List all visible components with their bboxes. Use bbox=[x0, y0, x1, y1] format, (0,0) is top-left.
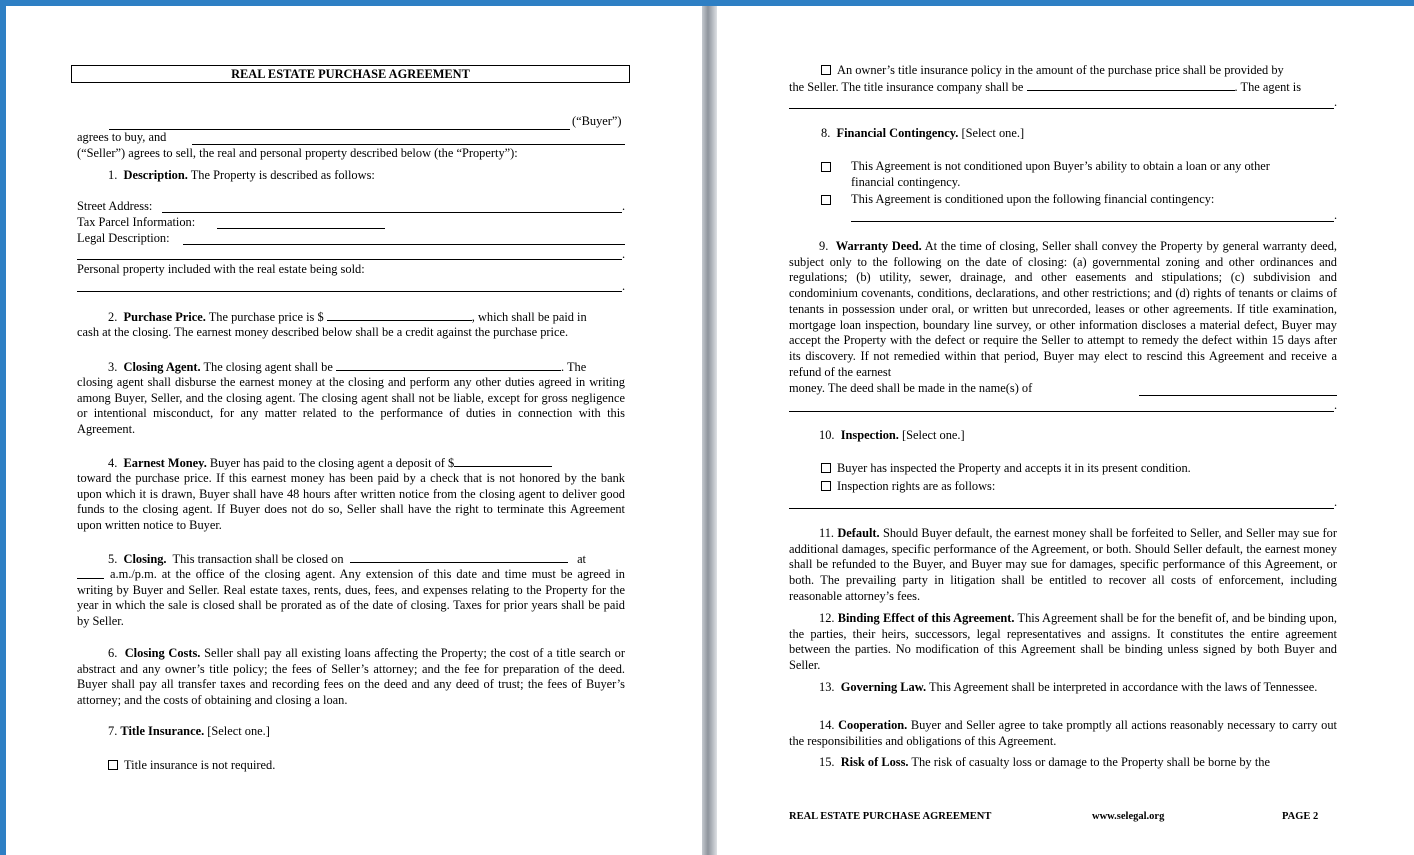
inspection-rights-blank bbox=[789, 508, 1334, 509]
buyer-blank bbox=[109, 129, 570, 130]
title-company-line: the Seller. The title insurance company shall be . The agent is bbox=[789, 80, 1302, 94]
seller-line: (“Seller”) agrees to sell, the real and personal property described below (the “Property”): bbox=[77, 146, 518, 160]
parcel-label: Tax Parcel Information: bbox=[77, 215, 196, 229]
footer-website: www.selegal.org bbox=[1092, 811, 1165, 822]
inspection-option-2[interactable]: Inspection rights are as follows: bbox=[821, 479, 995, 495]
section-3-body: closing agent shall disburse the earnest money at the closing and perform any other duties agreed in writing among Buyer, Seller, and the closing agent. The closing agent shall not be liable, except for gross negligence or intentional misconduct, for any matter related to the performance of duties in connection with this Agreement. bbox=[77, 375, 625, 437]
section-4-heading: Earnest Money. bbox=[123, 456, 207, 470]
checkbox-financial-contingency[interactable] bbox=[821, 195, 831, 205]
section-4-line1: 4. Earnest Money. Buyer has paid to the closing agent a deposit of $ bbox=[108, 455, 552, 472]
section-3-line1: 3. Closing Agent. The closing agent shall be . The bbox=[108, 360, 587, 374]
seller-blank bbox=[192, 144, 625, 145]
page-1: REAL ESTATE PURCHASE AGREEMENT (“Buyer”) agrees to buy, and (“Seller”) agrees to sell, the real and personal property described below (the “Property”): 1. Description. The Property is described as follows: Street Address: . Tax Parcel Information: Legal Description: . Personal property included with the real estate being sold: . 2. Purchase Price. The purchase price is $ , which shall be paid in cash at the closing. The earnest money described below shall be a credit against the purchase price. 3. Closing Agent. The closing agent shall be . The closing agent shall disburse the earnest money at the closing and perform any other duties agreed in writing among Buyer, Seller, and the closing agent. The closing agent shall not be liable, except for gross negligence or intentional misconduct, for any matter related to the performance of duties in connection with this Agreement. 4. Earnest Money. Buyer has paid to the closing agent a deposit of $ toward the purchase price. If this earnest money has been paid by a check that is not honored by the bank upon which it is drawn, Buyer shall have 48 hours after written notice from the closing agent to deliver good funds to the closing agent. If Buyer does not do so, Seller shall have the right to terminate this Agreement upon written notice to Buyer. 5. Closing. This transaction shall be closed on at a.m./p.m. at the office of the closing agent. Any extension of this date and time must be agreed in writing by Buyer and Seller. Real estate taxes, rents, dues, fees, and expenses relating to the Property for the year in which the sale is closed shall be prorated as of the date of closing. Taxes for prior years shall be paid by Seller. 6. Closing Costs. Seller shall pay all existing loans affecting the Property; the cost of a title search or abstract and any owner’s title policy; the fees of Seller’s attorney; and the fee for preparation of the deed. Buyer shall pay all transfer taxes and recording fees on the deed and any deed of trust; the fees of Buyer’s attorney; and the costs of obtaining and closing a loan. 7. Title Insurance. [Select one.] Title insurance is not required. bbox=[6, 6, 702, 855]
purchase-price-blank bbox=[327, 309, 472, 321]
document-title: REAL ESTATE PURCHASE AGREEMENT bbox=[71, 65, 630, 83]
personal-property-blank bbox=[77, 291, 622, 292]
title-agent-blank bbox=[789, 108, 1334, 109]
checkbox-inspection-rights[interactable] bbox=[821, 481, 831, 491]
footer-title: REAL ESTATE PURCHASE AGREEMENT bbox=[789, 811, 992, 822]
section-9: 9. Warranty Deed. At the time of closing, Seller shall convey the Property by general warranty deed, subject only to the following on the date of closing: (a) governmental zoning and other ordinances and regulations; (b) utility, sewer, drainage, and other easements and stipulations; (c) subdivision and condominium covenants, conditions, declarations, and other restrictions; and (d) rights of tenants or claims of tenants in possession under oral, or written but unrecorded, leases or other agreements. If title examination, mortgage loan inspection, boundary line survey, or other information discloses a material defect, Buyer may accept the Property with the defect or require the Seller to attempt to remedy the defect within 15 days after its discovery. If not remedied within that period, Buyer may elect to rescind this Agreement and receive a refund of the earnest bbox=[789, 239, 1338, 379]
page-2: An owner’s title insurance policy in the amount of the purchase price shall be provided by the Seller. The title insurance company shall be . The agent is . 8. Financial Contingency. [Select one.] This Agreement is not conditioned upon Buyer’s ability to obtain a loan or any other financial contingency. This Agreement is conditioned upon the following financial contingency: . 9. Warranty Deed. At the time of closing, Seller shall convey the Property by general warranty deed, subject only to the following on the date of closing: (a) governmental zoning and other ordinances and regulations; (b) utility, sewer, drainage, and other easements and stipulations; (c) subdivision and condominium covenants, conditions, declarations, and other restrictions; and (d) rights of tenants or claims of tenants in possession under oral, or written but unrecorded, leases or other agreements. If title examination, mortgage loan inspection, boundary line survey, or other information discloses a material defect, Buyer may accept the Property with the defect or require the Seller to attempt to remedy the defect within 15 days after its discovery. If not remedied within that period, Buyer may elect to rescind this Agreement and receive a refund of the earnest money. The deed shall be made in the name(s) of . 10. Inspection. [Select one.] Buyer has inspected the Property and accepts it in its present condition. Inspection rights are as follows: . 11. Default. Should Buyer default, the earnest money shall be forfeited to Seller, and Seller may sue for additional damages, specific performance of the Agreement, or both. Should Seller default, the earnest money shall be refunded to the Buyer, and Buyer may sue for damages, specific performance of this Agreement, or both. The prevailing party in litigation shall be entitled to recover all costs of enforcement, including reasonable attorney’s fees. 12. Binding Effect of this Agreement. This Agreement shall be for the benefit of, and be binding upon, the parties, their heirs, successors, legal representatives and assigns. It constitutes the entire agreement between the parties. No modification of this Agreement shall be binding unless signed by both Buyer and Seller. 13. Governing Law. This Agreement shall be interpreted in accordance with the laws of Tennessee. 14. Cooperation. Buyer and Seller agree to take promptly all actions reasonably necessary to carry out the responsibilities and obligations of this Agreement. 15. Risk of Loss. The risk of casualty loss or damage to the Property shall be borne by the REAL ESTATE PURCHASE AGREEMENT www.selegal.org PAGE 2 bbox=[717, 6, 1414, 855]
section-2-line2: cash at the closing. The earnest money described below shall be a credit against the purchase price. bbox=[77, 325, 569, 339]
section-15: 15. Risk of Loss. The risk of casualty loss or damage to the Property shall be borne by the bbox=[819, 755, 1270, 769]
section-9-heading: Warranty Deed. bbox=[835, 239, 922, 253]
section-2-line1: 2. Purchase Price. The purchase price is $ , which shall be paid in bbox=[108, 310, 587, 324]
closing-agent-blank bbox=[336, 359, 561, 371]
financial-contingency-blank bbox=[851, 221, 1334, 222]
section-13-heading: Governing Law. bbox=[840, 680, 927, 694]
section-15-heading: Risk of Loss. bbox=[840, 755, 909, 769]
footer-page-number: PAGE 2 bbox=[1282, 811, 1319, 822]
section-6-heading: Closing Costs. bbox=[124, 646, 201, 660]
street-label: Street Address: bbox=[77, 199, 153, 213]
section-11: 11. Default. Should Buyer default, the earnest money shall be forfeited to Seller, and Seller may sue for additional damages, specific performance of the Agreement, or both. Should Seller default, the earnest money shall be refunded to the Buyer, and Buyer may sue for damages, specific performance of this Agreement, or both. The prevailing party in litigation shall be entitled to recover all costs of enforcement, including reasonable attorney’s fees. bbox=[789, 526, 1337, 603]
buyer-label: (“Buyer”) bbox=[572, 114, 622, 128]
checkbox-no-financial-contingency[interactable] bbox=[821, 162, 831, 172]
deed-name-blank-1 bbox=[1139, 395, 1337, 396]
title-insurance-option-1[interactable]: Title insurance is not required. bbox=[108, 758, 275, 774]
section-13: 13. Governing Law. This Agreement shall be interpreted in accordance with the laws of Tennessee. bbox=[819, 680, 1318, 694]
section-6: 6. Closing Costs. Seller shall pay all existing loans affecting the Property; the cost of a title search or abstract and any owner’s title policy; the fees of Seller’s attorney; and the fee for preparation of the deed. Buyer shall pay all transfer taxes and recording fees on the deed and any deed of trust; the fees of Buyer’s attorney; and the costs of obtaining and closing a loan. bbox=[77, 646, 626, 708]
section-3-heading: Closing Agent. bbox=[123, 360, 201, 374]
section-7-heading: Title Insurance. bbox=[120, 724, 205, 738]
page-gutter bbox=[702, 6, 717, 855]
financial-option-1-line1: This Agreement is not conditioned upon Buyer’s ability to obtain a loan or any other bbox=[851, 159, 1270, 173]
financial-option-1-line2: financial contingency. bbox=[851, 175, 961, 189]
checkbox-owner-policy[interactable] bbox=[821, 65, 831, 75]
section-12: 12. Binding Effect of this Agreement. This Agreement shall be for the benefit of, and be binding upon, the parties, their heirs, successors, legal representatives and assigns. It constitutes the entire agreement between the parties. No modification of this Agreement shall be binding unless signed by both Buyer and Seller. bbox=[789, 611, 1338, 673]
inspection-option-1[interactable]: Buyer has inspected the Property and accepts it in its present condition. bbox=[821, 461, 1191, 477]
section-10-heading: Inspection. bbox=[840, 428, 899, 442]
deed-name-line: money. The deed shall be made in the name(s) of bbox=[789, 381, 1033, 395]
section-12-heading: Binding Effect of this Agreement. bbox=[837, 611, 1015, 625]
section-11-heading: Default. bbox=[837, 526, 880, 540]
legal-label: Legal Description: bbox=[77, 231, 170, 245]
agrees-to-buy-text: agrees to buy, and bbox=[77, 130, 167, 144]
section-1 bbox=[108, 168, 375, 184]
section-1-num: 1. bbox=[108, 168, 118, 182]
legal-blank-2 bbox=[77, 259, 622, 260]
section-8-heading: Financial Contingency. bbox=[836, 126, 959, 140]
section-10: 10. Inspection. [Select one.] bbox=[819, 428, 965, 442]
section-14: 14. Cooperation. Buyer and Seller agree to take promptly all actions reasonably necessary to carry out the responsibilities and obligations of this Agreement. bbox=[789, 718, 1337, 748]
section-1-text: The Property is described as follows: bbox=[190, 168, 375, 182]
deed-name-blank-2 bbox=[789, 411, 1334, 412]
checkbox-inspected[interactable] bbox=[821, 463, 831, 473]
legal-blank-1 bbox=[183, 244, 625, 245]
title-insurance-option-2[interactable]: An owner’s title insurance policy in the amount of the purchase price shall be provided by bbox=[821, 63, 1284, 79]
personal-property-label: Personal property included with the real estate being sold: bbox=[77, 262, 365, 276]
checkbox-not-required[interactable] bbox=[108, 760, 118, 770]
section-8: 8. Financial Contingency. [Select one.] bbox=[821, 126, 1025, 140]
section-1-heading: Description. bbox=[123, 168, 188, 182]
section-7: 7. Title Insurance. [Select one.] bbox=[108, 724, 270, 738]
closing-date-blank bbox=[350, 551, 568, 563]
section-4-body: toward the purchase price. If this earnest money has been paid by a check that is not honored by the bank upon which it is drawn, Buyer shall have 48 hours after written notice from the closing agent to deliver good funds to the closing agent. If Buyer does not do so, Seller shall have the right to terminate this Agreement upon written notice to Buyer. bbox=[77, 471, 625, 533]
financial-option-2: This Agreement is conditioned upon the following financial contingency: bbox=[851, 192, 1215, 206]
section-5-heading: Closing. bbox=[123, 552, 167, 566]
section-2-heading: Purchase Price. bbox=[123, 310, 206, 324]
title-company-blank bbox=[1027, 79, 1235, 91]
deposit-blank bbox=[454, 455, 552, 467]
parcel-blank bbox=[217, 228, 385, 229]
section-5-body: a.m./p.m. at the office of the closing agent. Any extension of this date and time must be agreed in writing by Buyer and Seller. Real estate taxes, rents, dues, fees, and expenses relating to the Property for the year in which the sale is closed shall be prorated as of the date of closing. Taxes for prior years shall be paid by Seller. bbox=[77, 567, 625, 629]
section-5-line1: 5. Closing. This transaction shall be closed on at bbox=[108, 552, 587, 566]
street-blank bbox=[162, 212, 622, 213]
section-14-heading: Cooperation. bbox=[838, 718, 908, 732]
